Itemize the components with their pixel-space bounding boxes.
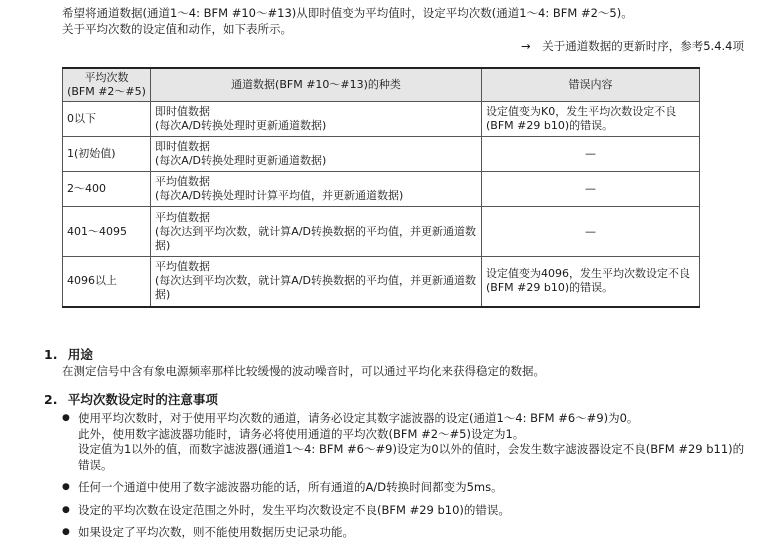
- section-1-heading: [44, 345, 93, 363]
- section-1-title: 用途: [67, 347, 93, 362]
- cell-error: —: [482, 137, 700, 172]
- cross-reference-text: 关于通道数据的更新时序，参考5.4.4项: [542, 39, 744, 53]
- section-1-body: 在测定信号中含有象电源频率那样比较缓慢的波动噪音时，可以通过平均化来获得稳定的数据。: [62, 364, 545, 378]
- section-2-number: 2.: [44, 392, 58, 407]
- cell-error: 设定值变为4096，发生平均次数设定不良(BFM #29 b10)的错误。: [482, 257, 700, 307]
- table-row: [63, 207, 700, 257]
- cell-count: 2～400: [63, 172, 151, 207]
- list-item: ● 如果设定了平均次数，则不能使用数据历史记录功能。: [62, 525, 752, 541]
- table-row: [63, 137, 700, 172]
- cell-type: 平均值数据 (每次达到平均次数，就计算A/D转换数据的平均值，并更新通道数据): [151, 207, 482, 257]
- cell-error: 设定值变为K0，发生平均次数设定不良(BFM #29 b10)的错误。: [482, 102, 700, 137]
- cell-type: 平均值数据 (每次A/D转换处理时计算平均值，并更新通道数据): [151, 172, 482, 207]
- cell-count: 4096以上: [63, 257, 151, 307]
- table-row: [63, 102, 700, 137]
- cell-error: —: [482, 207, 700, 257]
- cell-type: 即时值数据 (每次A/D转换处理时更新通道数据): [151, 137, 482, 172]
- intro-line-2: 关于平均次数的设定值和动作，如下表所示。: [62, 22, 292, 36]
- cell-type: 即时值数据 (每次A/D转换处理时更新通道数据): [151, 102, 482, 137]
- cross-reference[interactable]: [521, 38, 744, 54]
- header-error-content: 错误内容: [482, 68, 700, 102]
- cell-count: 1(初始值): [63, 137, 151, 172]
- list-item: ● 任何一个通道中使用了数字滤波器功能的话，所有通道的A/D转换时间都变为5ms。: [62, 480, 752, 496]
- table-row: [63, 257, 700, 307]
- cell-count: 0以下: [63, 102, 151, 137]
- arrow-right-icon: →: [520, 39, 531, 53]
- caution-list: [62, 411, 752, 548]
- header-average-count: 平均次数 (BFM #2～#5): [63, 68, 151, 102]
- section-1-number: 1.: [44, 347, 58, 362]
- section-2-title: 平均次数设定时的注意事项: [67, 392, 218, 407]
- table-header-row: [63, 68, 700, 102]
- list-item: ● 设定的平均次数在设定范围之外时，发生平均次数设定不良(BFM #29 b10)的错误。: [62, 503, 752, 519]
- section-2-heading: [44, 390, 218, 408]
- header-data-type: 通道数据(BFM #10～#13)的种类: [151, 68, 482, 102]
- list-item: ● 使用平均次数时，对于使用平均次数的通道，请务必设定其数字滤波器的设定(通道1～4: BFM #6～#9)为0。 此外，使用数字滤波器功能时，请务必将使用通道的平均次数(BFM #2～#5)设定为1。 设定值为1以外的值，而数字滤波器(通道1～4: BFM #6～#9)设定为0以外的值时，会发生数字滤波器设定不良(BFM #29 b11)的错误。: [62, 411, 752, 473]
- intro-paragraph: [62, 5, 752, 37]
- averaging-count-table: [62, 67, 700, 308]
- cell-error: —: [482, 172, 700, 207]
- cell-count: 401～4095: [63, 207, 151, 257]
- cell-type: 平均值数据 (每次达到平均次数，就计算A/D转换数据的平均值，并更新通道数据): [151, 257, 482, 307]
- table-row: [63, 172, 700, 207]
- intro-line-1: 希望将通道数据(通道1～4: BFM #10～#13)从即时值变为平均值时，设定平均次数(通道1～4: BFM #2～5)。: [62, 6, 633, 20]
